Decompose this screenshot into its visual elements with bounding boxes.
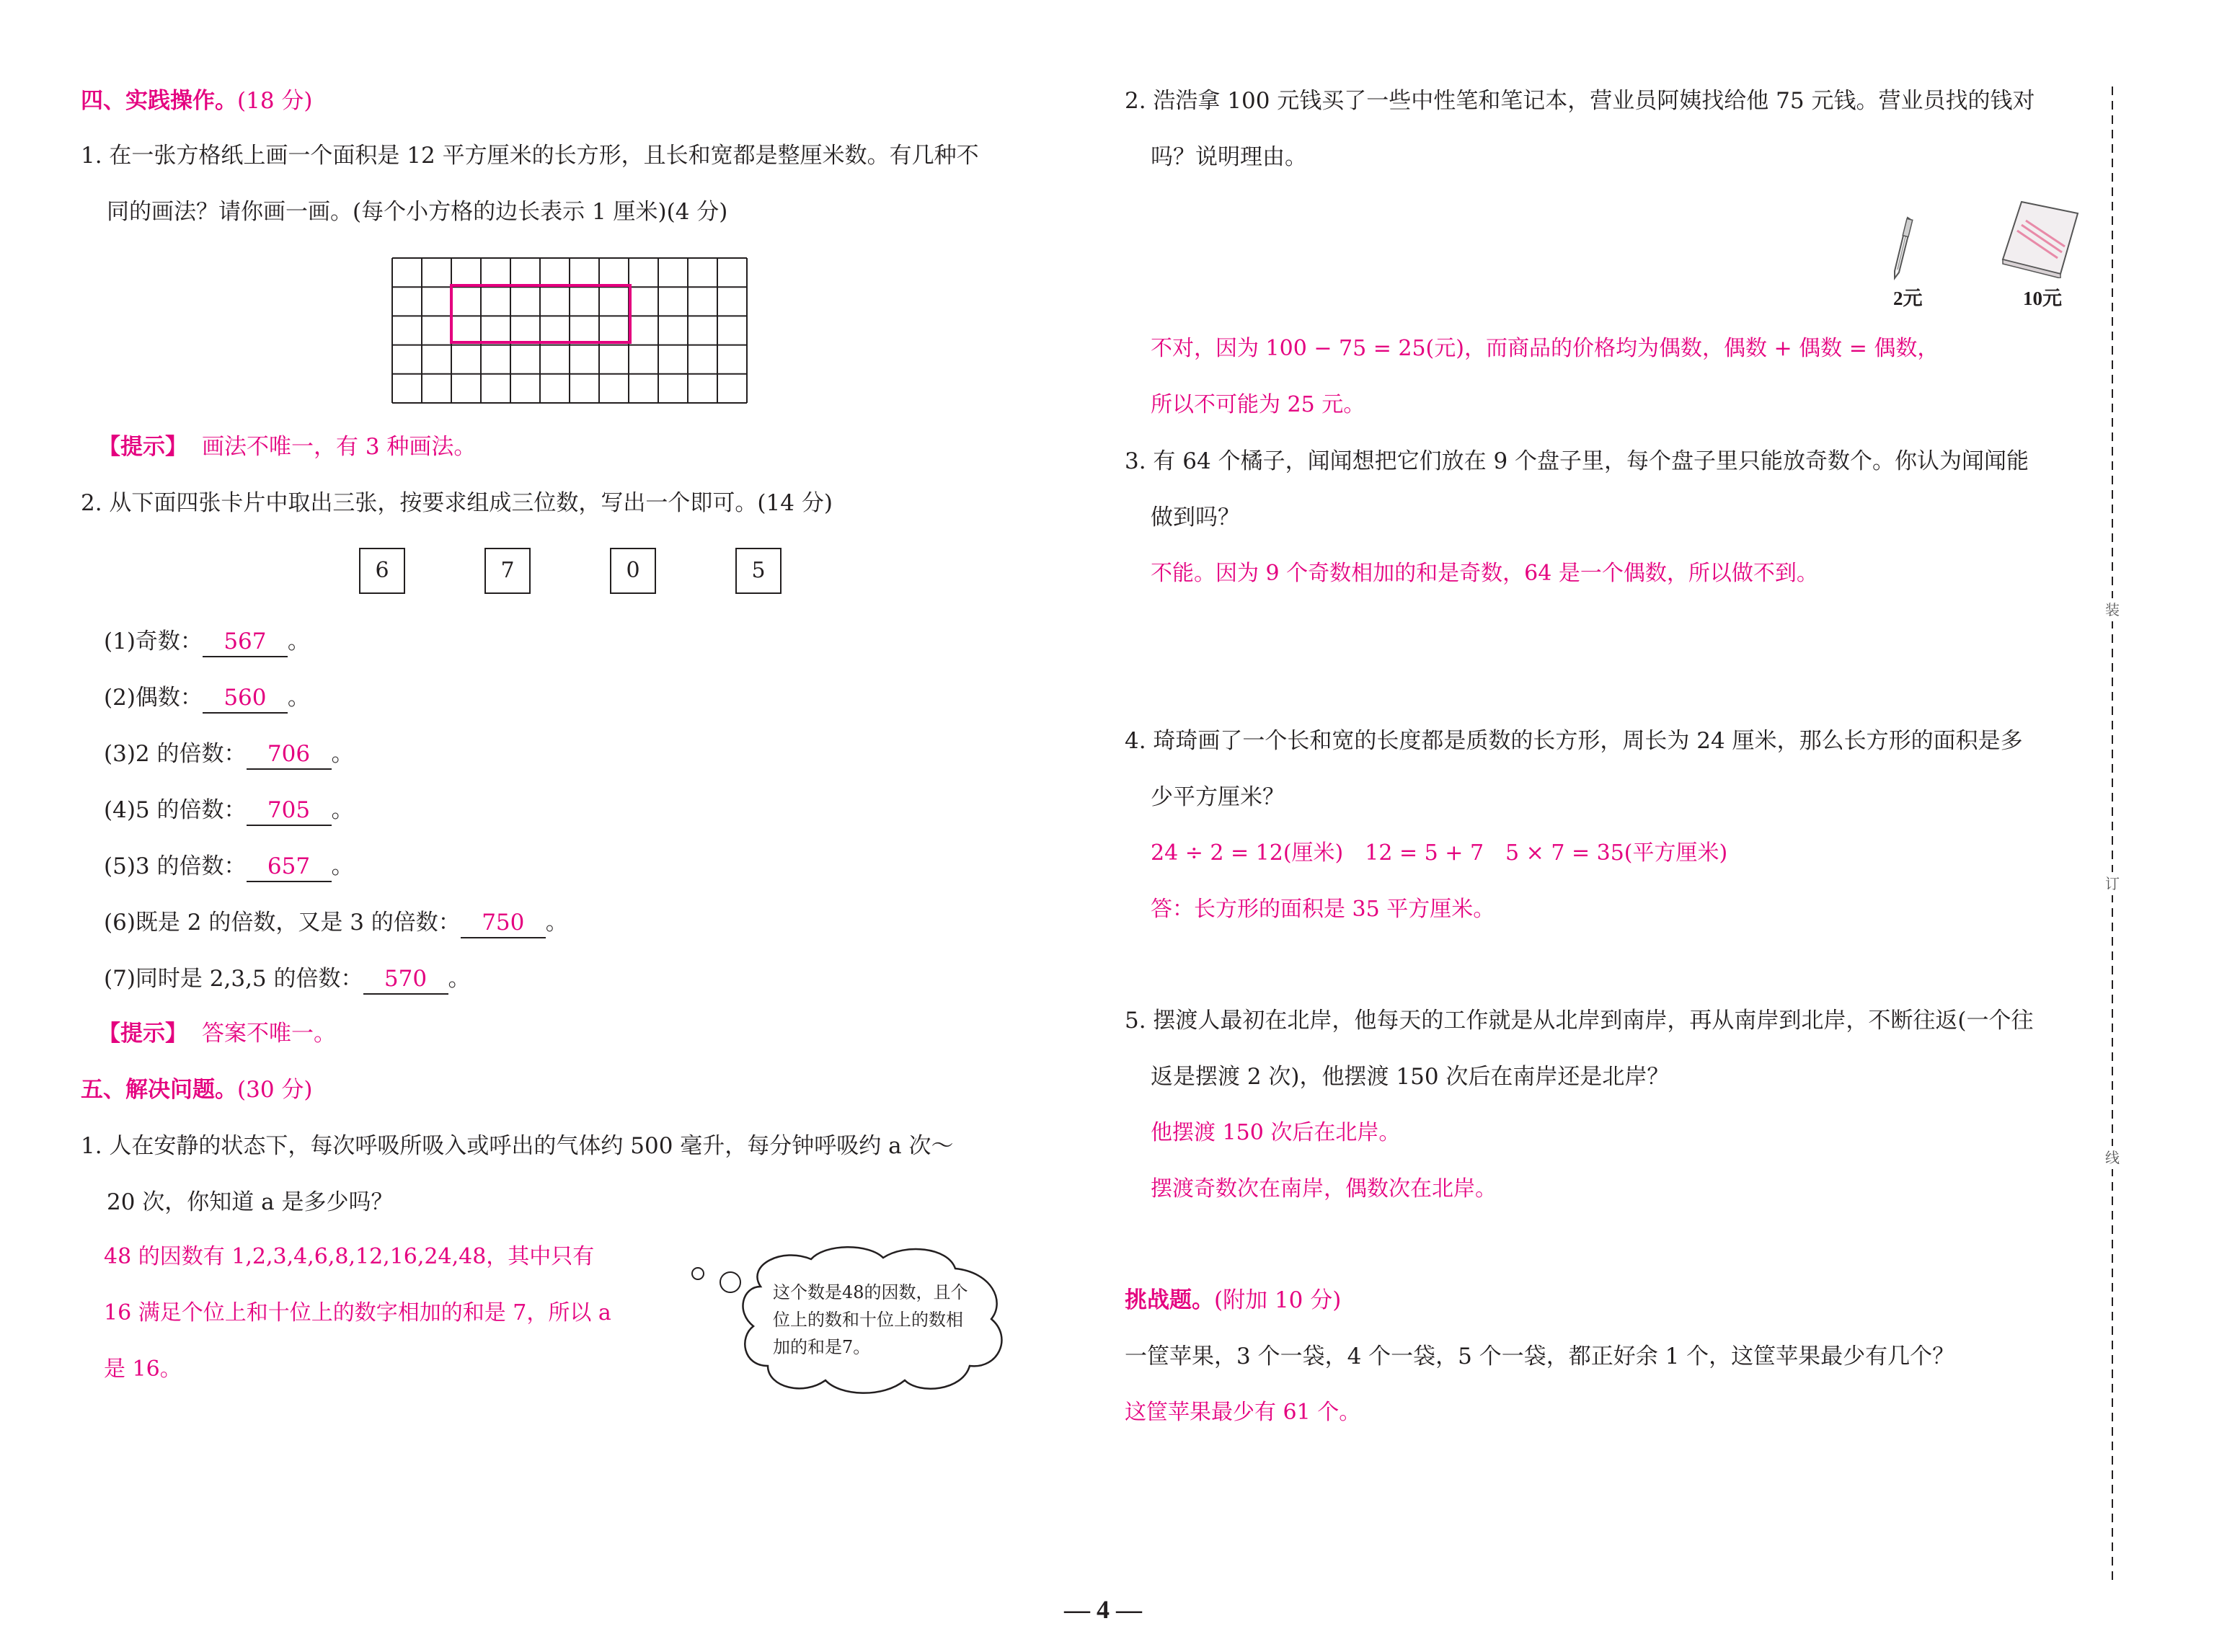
question-2-line-1: 2. 浩浩拿 100 元钱买了一些中性笔和笔记本，营业员阿姨找给他 75 元钱。营业员找的钱对: [1125, 88, 2035, 114]
answer-item: (5)3 的倍数： 657 。: [104, 852, 354, 882]
binding-mark: 线: [2104, 1146, 2121, 1169]
answer-blank: 706: [247, 740, 332, 770]
pen-price: 2元: [1893, 288, 1923, 309]
answer-item: (6)既是 2 的倍数，又是 3 的倍数： 750 。: [104, 908, 568, 938]
problem-1-line-1: 1. 人在安静的状态下，每次呼吸所吸入或呼出的气体约 500 毫升，每分钟呼吸约 a 次～: [81, 1133, 954, 1159]
question-1-line-2: 同的画法？请你画一画。(每个小方格的边长表示 1 厘米)(4 分): [107, 199, 728, 225]
number-card: 6: [359, 548, 405, 594]
binding-mark: 订: [2104, 872, 2121, 895]
answer-line: 不能。因为 9 个奇数相加的和是奇数，64 是一个偶数，所以做不到。: [1151, 561, 1818, 586]
hint-text: 答案不唯一。: [202, 1021, 336, 1047]
section-4-heading: [81, 86, 313, 115]
grid-lines: [392, 258, 747, 403]
section-title: 挑战题。: [1125, 1287, 1214, 1313]
answer-item: (7)同时是 2,3,5 的倍数： 570 。: [104, 964, 471, 995]
question-3-line-1: 3. 有 64 个橘子，闻闻想把它们放在 9 个盘子里，每个盘子里只能放奇数个。你认为闻闻能: [1125, 448, 2029, 474]
page-number: — 4 —: [1064, 1595, 1142, 1624]
number-card: 5: [735, 548, 782, 594]
hint-tag: 【提示】: [98, 434, 187, 460]
grid-paper: [389, 257, 750, 404]
answer-line: 24 ÷ 2 = 12(厘米) 12 = 5 + 7 5 × 7 = 35(平方厘米): [1151, 840, 1728, 866]
answer-item: (1)奇数： 567 。: [104, 627, 310, 657]
answer-item: (4)5 的倍数： 705 。: [104, 796, 354, 826]
challenge-heading: [1125, 1286, 1341, 1315]
answer-line: 48 的因数有 1,2,3,4,6,8,12,16,24,48，其中只有: [104, 1244, 595, 1269]
question-5-line-1: 5. 摆渡人最初在北岸，他每天的工作就是从北岸到南岸，再从南岸到北岸，不断往返(一个往: [1125, 1008, 2034, 1034]
hint-text: 画法不唯一，有 3 种画法。: [202, 434, 477, 460]
hint-2: [98, 1019, 336, 1048]
question-4-line-2: 少平方厘米？: [1151, 784, 1285, 810]
answer-blank: 705: [247, 796, 332, 826]
question-3-line-2: 做到吗？: [1151, 505, 1240, 530]
challenge-question: 一筐苹果，3 个一袋，4 个一袋，5 个一袋，都正好余 1 个，这筐苹果最少有几个？: [1125, 1344, 1955, 1369]
notebook-image: [2000, 199, 2081, 278]
binding-mark: 装: [2104, 598, 2121, 621]
answer-blank: 560: [203, 683, 288, 714]
section-title: 五、解决问题。: [81, 1077, 237, 1103]
answer-blank: 567: [203, 627, 288, 657]
answer-line: 是 16。: [104, 1356, 182, 1382]
number-card: 7: [484, 548, 531, 594]
section-points: (30 分): [237, 1077, 313, 1103]
notebook-price: 10元: [2023, 288, 2062, 309]
answer-item: (3)2 的倍数： 706 。: [104, 740, 354, 770]
answer-line: 16 满足个位上和十位上的数字相加的和是 7，所以 a: [104, 1300, 611, 1325]
question-4-line-1: 4. 琦琦画了一个长和宽的长度都是质数的长方形，周长为 24 厘米，那么长方形的面积是多: [1125, 728, 2023, 754]
answer-line: 所以不可能为 25 元。: [1151, 392, 1365, 417]
question-2-line-2: 吗？说明理由。: [1151, 144, 1307, 170]
answer-line: 答：长方形的面积是 35 平方厘米。: [1151, 897, 1495, 922]
answer-line: 不对，因为 100 − 75 = 25(元)，而商品的价格均为偶数，偶数 + 偶数 = 偶数，: [1151, 336, 1939, 361]
answer-line: 摆渡奇数次在南岸，偶数次在北岸。: [1151, 1176, 1497, 1202]
problem-1-line-2: 20 次，你知道 a 是多少吗？: [107, 1189, 394, 1215]
question-2-line-1: 2. 从下面四张卡片中取出三张，按要求组成三位数，写出一个即可。(14 分): [81, 490, 833, 516]
answer-blank: 657: [247, 852, 332, 882]
answer-item: (2)偶数： 560 。: [104, 683, 310, 714]
section-5-heading: [81, 1075, 313, 1104]
hint-tag: 【提示】: [98, 1021, 187, 1047]
answer-blank: 570: [363, 964, 448, 995]
binding-line: [2105, 86, 2120, 1586]
section-points: (附加 10 分): [1214, 1287, 1342, 1313]
hint-1: [98, 432, 476, 461]
section-points: (18 分): [237, 88, 313, 114]
answer-line: 他摆渡 150 次后在北岸。: [1151, 1120, 1401, 1145]
answer-line: 这筐苹果最少有 61 个。: [1125, 1400, 1361, 1425]
question-1-line-1: 1. 在一张方格纸上画一个面积是 12 平方厘米的长方形，且长和宽都是整厘米数。有几种不: [81, 143, 979, 169]
pen-image: [1889, 216, 1918, 281]
answer-blank: 750: [461, 908, 546, 938]
section-title: 四、实践操作。: [81, 88, 237, 114]
bubble-text: 这个数是48的因数，且个 位上的数和十位上的数相 加的和是7。: [773, 1282, 968, 1357]
question-5-line-2: 返是摆渡 2 次)，他摆渡 150 次后在南岸还是北岸？: [1151, 1064, 1670, 1090]
number-card: 0: [610, 548, 656, 594]
